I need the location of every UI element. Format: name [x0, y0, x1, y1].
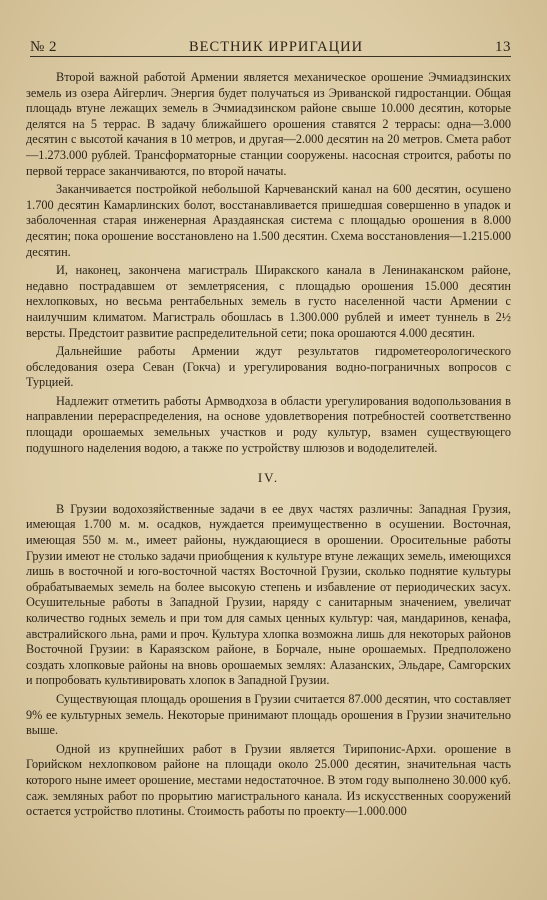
paragraph: Второй важной работой Армении является механическое орошение Эчмиадзинских земель из озера Айгерлич. Энергия будет получаться из Эриванской гидростанции. Общая площадь втуне лежащих земель в Эчмиадзинском районе свыше 10.000 десятин, которые делятся на 5 террас. В задачу ближайшего орошения ставятся 2 террасы: одна—3.000 десятин с высотой качания в 10 метров, и другая—2.000 десятин на 20 метров. Смета работ—1.273.000 рублей. Трансформаторные станции сооружены. насосная строится, работы по первой террасе заканчиваются, по второй начаты. — [26, 70, 511, 178]
paragraph: Дальнейшие работы Армении ждут результатов гидрометеорологического обследования озера Севан (Гокча) и урегулирования водно-пограничных вопросов с Турцией. — [26, 344, 511, 390]
journal-title: ВЕСТНИК ИРРИГАЦИИ — [189, 39, 364, 55]
page-number: 13 — [495, 39, 511, 55]
issue-number: № 2 — [30, 39, 58, 55]
paragraph: Существующая площадь орошения в Грузии считается 87.000 десятин, что составляет 9% ее культурных земель. Некоторые принимают площадь орошения в Грузии значительно выше. — [26, 691, 511, 738]
running-header — [30, 34, 511, 56]
body-text — [26, 70, 511, 823]
paragraph: Заканчивается постройкой небольшой Карчеванский канал на 600 десятин, осушено 1.700 десятин Камарлинских болот, восстанавливается пришедшая совершенно в упадок и заболоченная старая инженерная Араздаянская система с площадью орошения в 8.000 десятин; пока орошение восстановлено на 1.500 десятин. Схема восстановления—1.215.000 десятин. — [26, 182, 511, 259]
section-heading: IV. — [257, 470, 280, 486]
paragraph: Одной из крупнейших работ в Грузии является Тирипонис-Архи. орошение в Горийском нехлопковом районе на площади около 25.000 десятин, значительная часть которого ныне имеет орошение, местами недостаточное. В этом году выполнено 30.000 куб. саж. земляных работ по прорытию магистрального канала. Из искусственных сооружений остается устройство плотины. Стоимость работы по проекту—1.000.000 — [26, 741, 511, 819]
paragraph: Надлежит отметить работы Армводхоза в области урегулирования водопользования в направлении перераспределения, на основе удовлетворения потребностей соответственно площади орошаемых земельных участков и роду культур, взамен существующего подушного наделения водою, а также по устройству шлюзов и вододелителей. — [26, 393, 511, 455]
paragraph: И, наконец, закончена магистраль Ширакского канала в Ленинаканском районе, недавно пострадавшем от землетрясения, с площадью орошения 15.000 десятин нехлопковых, но весьма рентабельных земель в густо населенной части Армении с наилучшим климатом. Магистраль обошлась в 1.300.000 рублей и имеет туннель в 2½ версты. Предстоит развитие распределительной сети; пока орошаются 4.000 десятин. — [26, 263, 511, 340]
header-rule — [30, 56, 511, 57]
paragraph: В Грузии водохозяйственные задачи в ее двух частях различны: Западная Грузия, имеющая 1.700 м. м. осадков, нуждается преимущественно в осушении. Восточная, имеющая 550 м. м., имеет районы, нуждающиеся в орошении. Оросительные работы Грузии имеют не столько задачи приобщения к культуре втуне лежащих земель, имеющихся лишь в восточной и юго-восточной частях Восточной Грузии, сколько поднятие культуры обрабатываемых земель на более высокую степень и избавление от периодических засух. Осушительные работы в Западной Грузии, наряду с санитарным значением, увеличат количество годных земель и при том для самых ценных культур: чая, мандаринов, кенафа, австралийского льна, рами и проч. Культура хлопка возможна лишь для некоторых районов Восточной Грузии: в Караязском районе, в Борчале, ныне орошаемых. Предположено создать хлопковые районы на вновь орошаемых землях: Алазанских, Эльдаре, Самгорских и попробовать культивировать хлопок в Западной Грузии. — [26, 501, 511, 688]
